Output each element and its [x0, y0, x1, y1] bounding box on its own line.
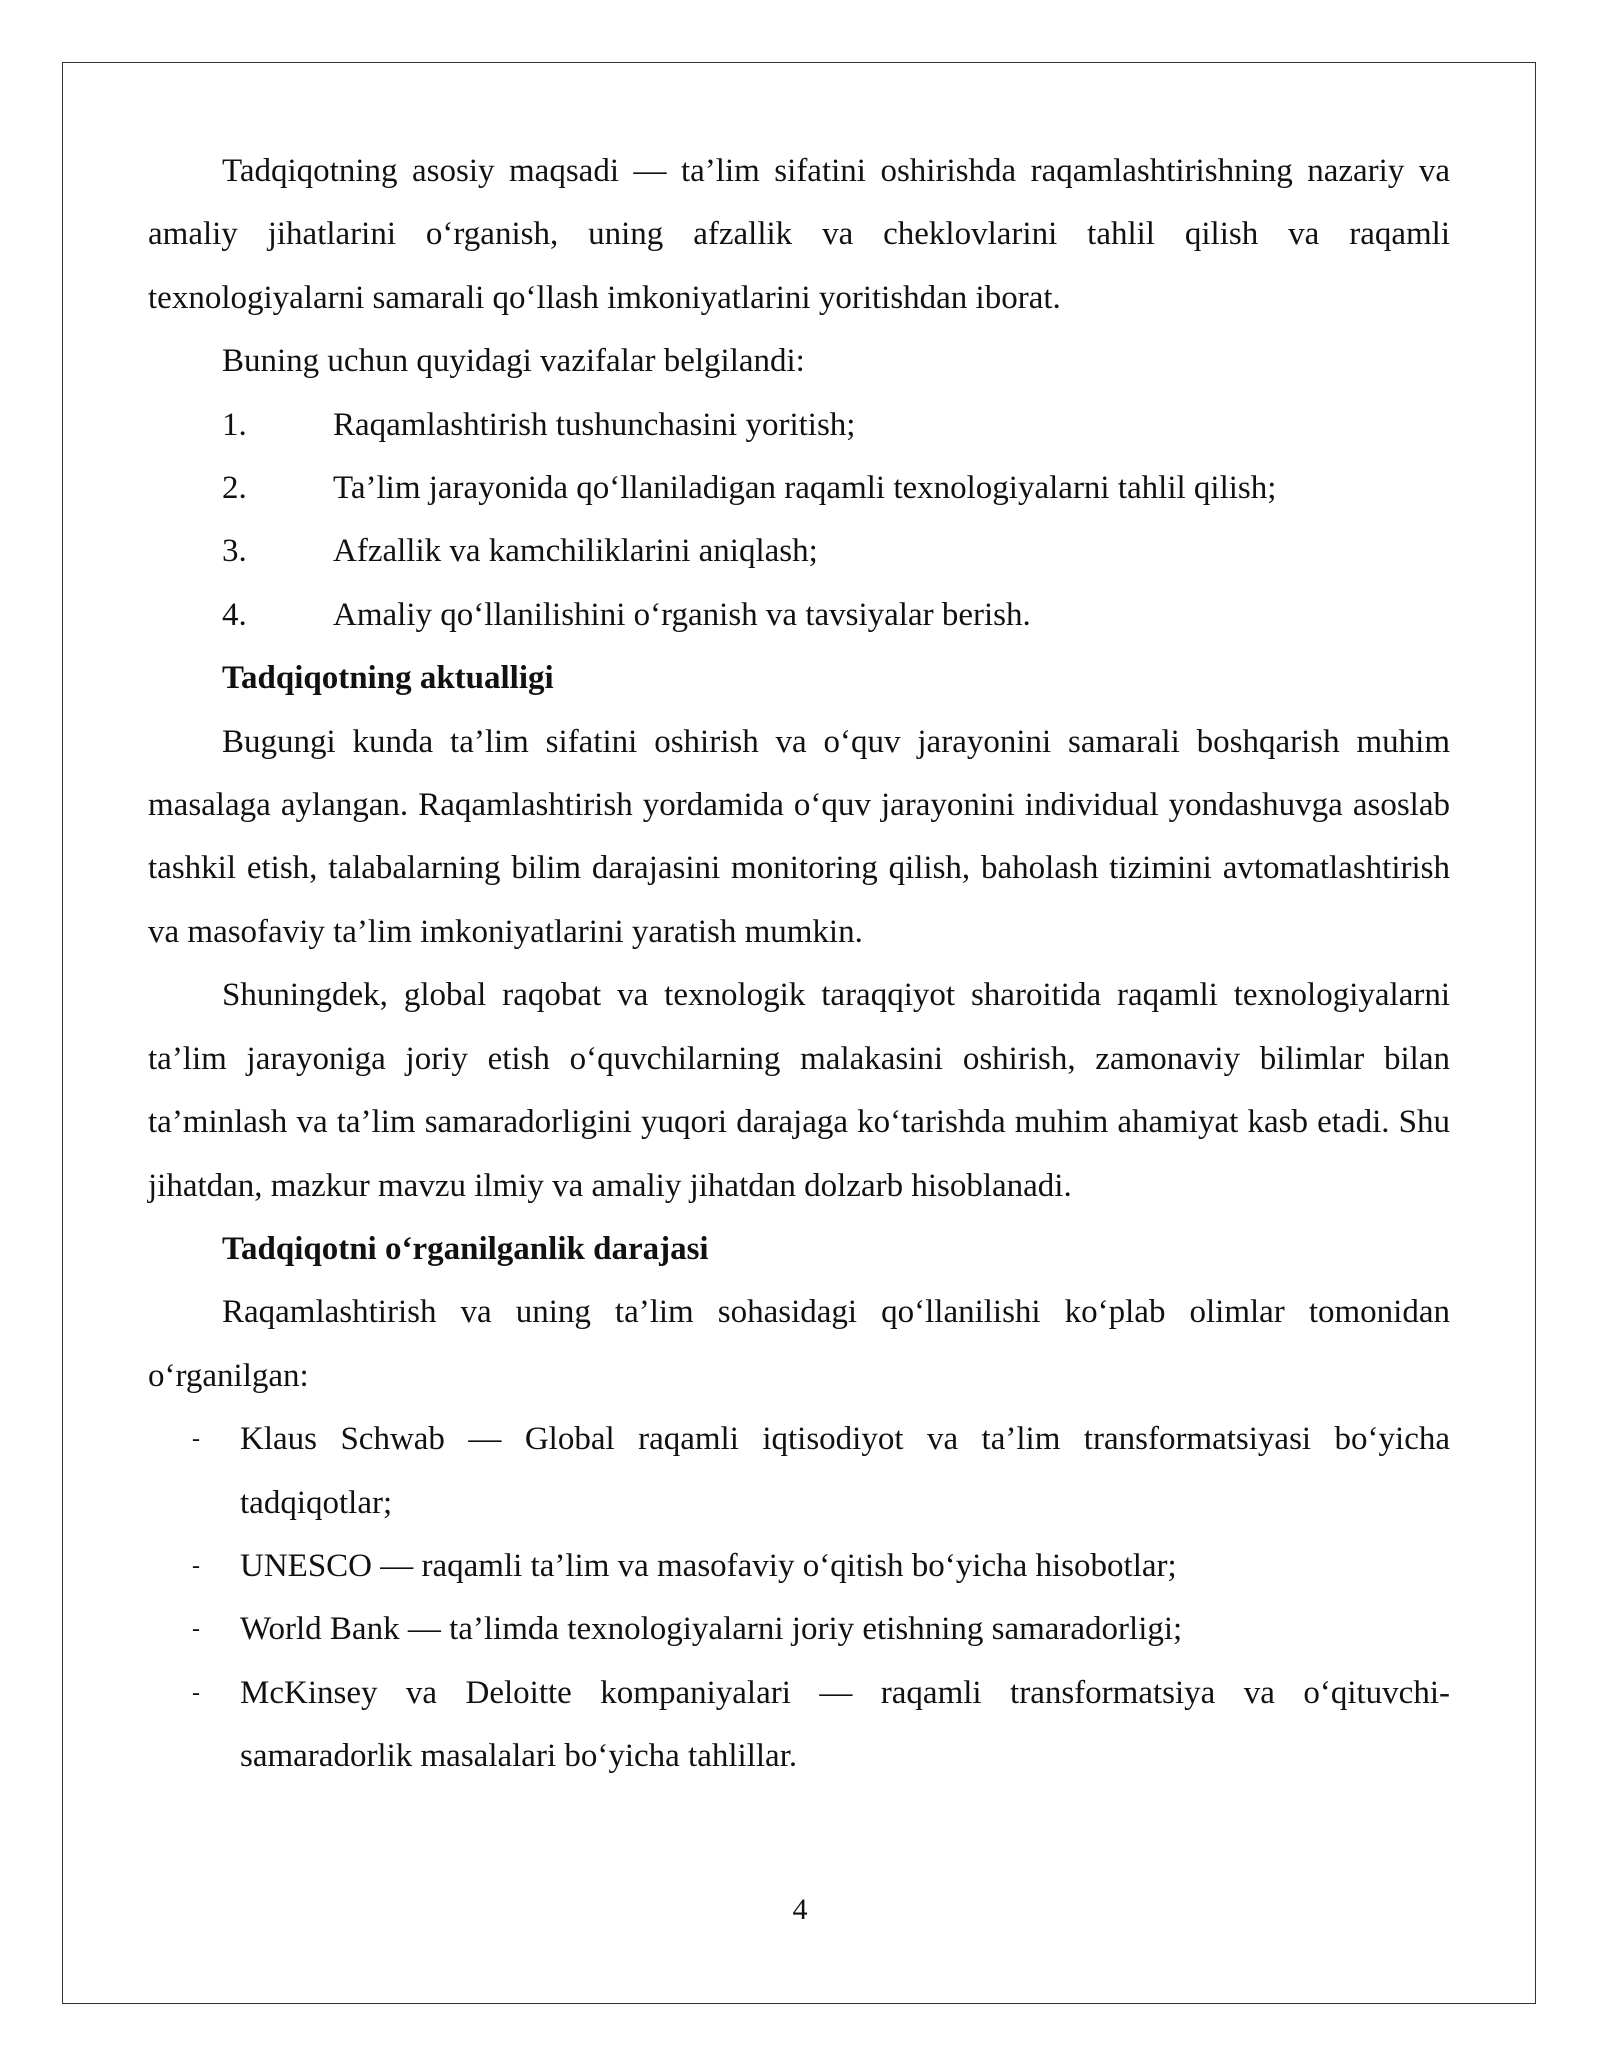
list-item-number: 3. [222, 533, 247, 570]
list-item [148, 394, 1450, 457]
relevance-paragraph-2: Shuningdek, global raqobat va texnologik taraqqiyot sharoitida raqamli texnologiyalarni ta’lim jarayoniga joriy etish o‘quvchilarning malakasini oshirish, zamonaviy bilimlar bilan ta’minlash va ta’lim samaradorligini yuqori darajaga ko‘tarishda muhim ahamiyat kasb etadi. Shu jihatdan, mazkur mavzu ilmiy va amaliy jihatdan dolzarb hisoblanadi. [148, 977, 1450, 1204]
study-intro-paragraph: Raqamlashtirish va uning ta’lim sohasidagi qo‘llanilishi ko‘plab olimlar tomonidan o‘rganilgan: [148, 1294, 1450, 1394]
list-item [148, 584, 1450, 647]
document-body [148, 140, 1450, 1789]
list-item-text: Raqamlashtirish tushunchasini yoritish; [333, 406, 856, 443]
list-item-text: Ta’lim jarayonida qo‘llaniladigan raqamli texnologiyalarni tahlil qilish; [333, 470, 1277, 507]
tasks-list [148, 394, 1450, 648]
list-item-number: 2. [222, 470, 247, 507]
list-bullet: - [192, 1426, 200, 1453]
list-item-text: McKinsey va Deloitte kompaniyalari — raqamli transformatsiya va o‘qituvchi-samaradorlik masalalari bo‘yicha tahlillar. [240, 1674, 1450, 1775]
list-item [148, 1535, 1450, 1598]
list-item-number: 4. [222, 596, 247, 633]
list-bullet: - [192, 1552, 200, 1579]
researchers-list [148, 1408, 1450, 1788]
list-item [148, 457, 1450, 520]
list-item-text: World Bank — ta’limda texnologiyalarni joriy etishning samaradorligi; [240, 1611, 1183, 1648]
list-item-number: 1. [222, 406, 247, 443]
goal-paragraph: Tadqiqotning asosiy maqsadi — ta’lim sifatini oshirishda raqamlashtirishning nazariy va amaliy jihatlarini o‘rganish, uning afzallik va cheklovlarini tahlil qilish va raqamli texnologiyalarni samarali qo‘llash imkoniyatlarini yoritishdan iborat. [148, 153, 1450, 316]
list-item-text: UNESCO — raqamli ta’lim va masofaviy o‘qitish bo‘yicha hisobotlar; [240, 1547, 1177, 1584]
list-bullet: - [192, 1616, 200, 1643]
list-item [148, 1408, 1450, 1535]
list-bullet: - [192, 1679, 200, 1706]
list-item [148, 1598, 1450, 1661]
list-item-text: Amaliy qo‘llanilishini o‘rganish va tavsiyalar berish. [333, 596, 1031, 633]
list-item [148, 520, 1450, 583]
relevance-paragraph-1: Bugungi kunda ta’lim sifatini oshirish va o‘quv jarayonini samarali boshqarish muhim masalaga aylangan. Raqamlashtirish yordamida o‘quv jarayonini individual yondashuvga asoslab tashkil etish, talabalarning bilim darajasini monitoring qilish, baholash tizimini avtomatlashtirish va masofaviy ta’lim imkoniyatlarini yaratish mumkin. [148, 723, 1450, 950]
list-item-text: Klaus Schwab — Global raqamli iqtisodiyot va ta’lim transformatsiyasi bo‘yicha tadqiqotlar; [240, 1421, 1450, 1521]
page-number: 4 [792, 1893, 808, 1926]
tasks-intro-paragraph: Buning uchun quyidagi vazifalar belgilandi: [222, 343, 805, 380]
list-item [148, 1662, 1450, 1789]
section-heading-study-level: Tadqiqotni o‘rganilganlik darajasi [222, 1230, 709, 1267]
list-item-text: Afzallik va kamchiliklarini aniqlash; [333, 533, 818, 570]
section-heading-relevance: Tadqiqotning aktualligi [222, 660, 554, 697]
